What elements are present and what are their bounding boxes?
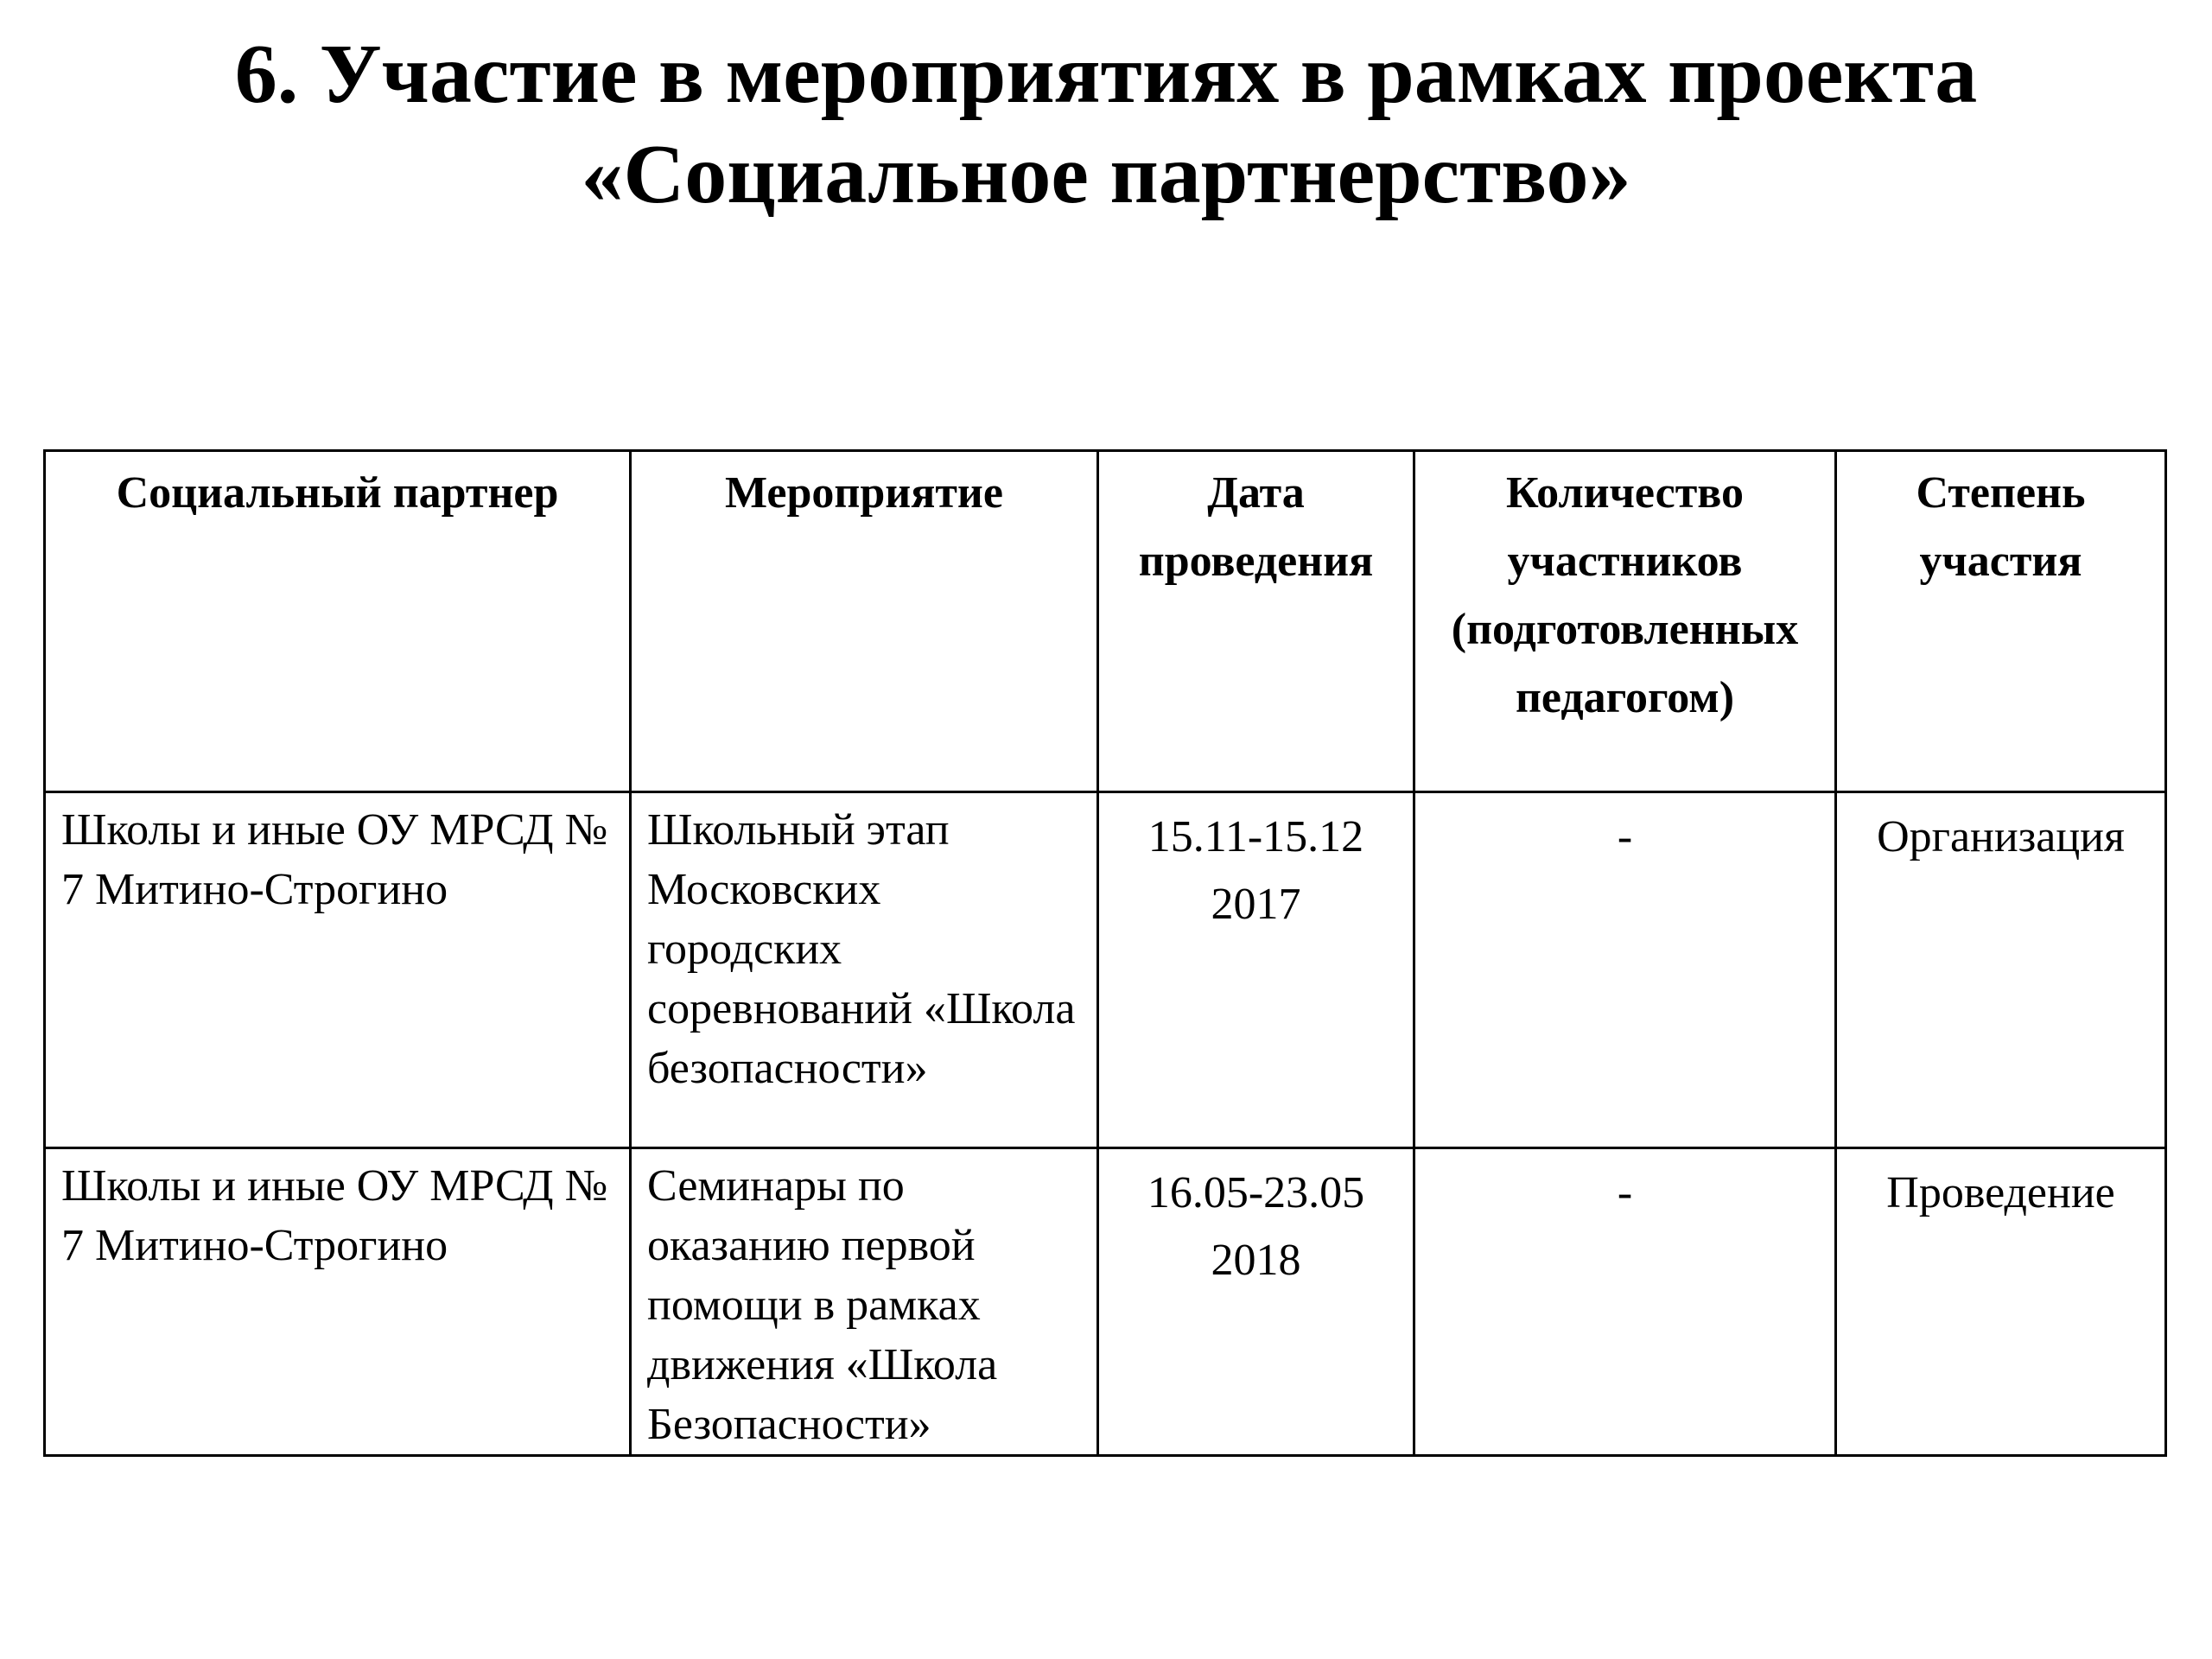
- cell-participants: -: [1414, 792, 1836, 1148]
- cell-participants: -: [1414, 1148, 1836, 1456]
- column-header-participation: Степень участия: [1836, 451, 2166, 792]
- page-title-line-1: 6. Участие в мероприятиях в рамках проекта: [234, 28, 1978, 121]
- cell-partner: Школы и иные ОУ МРСД № 7 Митино-Строгино: [45, 792, 631, 1148]
- table-row: [45, 792, 2166, 1148]
- column-header-partner: Социальный партнер: [45, 451, 631, 792]
- column-header-date: Дата проведения: [1098, 451, 1414, 792]
- table-header-row: [45, 451, 2166, 792]
- column-header-participants: Количество участников (подготовленных педагогом): [1414, 451, 1836, 792]
- page-title: [0, 24, 2212, 225]
- cell-date: 16.05-23.05 2018: [1098, 1148, 1414, 1456]
- table-row: [45, 1148, 2166, 1456]
- cell-event: Семинары по оказанию первой помощи в рамках движения «Школа Безопасности»: [631, 1148, 1098, 1456]
- cell-participation: Организация: [1836, 792, 2166, 1148]
- cell-date: 15.11-15.12 2017: [1098, 792, 1414, 1148]
- column-header-event: Мероприятие: [631, 451, 1098, 792]
- cell-participation: Проведение: [1836, 1148, 2166, 1456]
- cell-event: Школьный этап Московских городских соревнований «Школа безопасности»: [631, 792, 1098, 1148]
- events-table: [43, 449, 2167, 1457]
- cell-partner: Школы и иные ОУ МРСД № 7 Митино-Строгино: [45, 1148, 631, 1456]
- page-title-line-2: «Социальное партнерство»: [581, 128, 1631, 221]
